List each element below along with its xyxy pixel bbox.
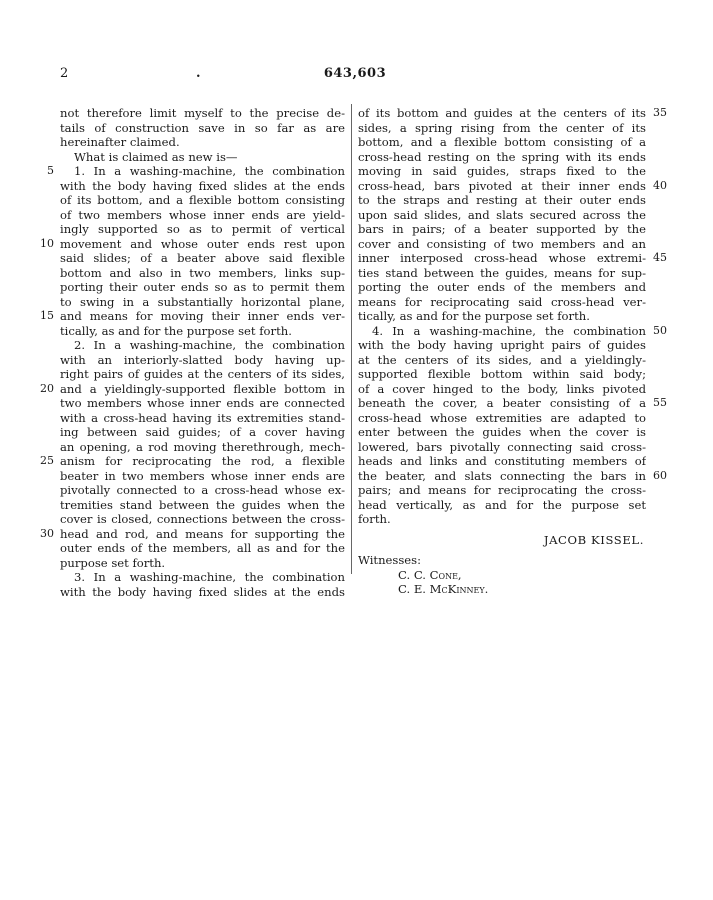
text-line: ties stand between the guides, means for sup- <box>358 265 646 280</box>
text-line: head and rod, and means for supporting the <box>60 526 345 541</box>
line-number-5: 5 <box>47 164 54 177</box>
claim-2-start: 2. In a washing-machine, the combination <box>74 338 345 352</box>
text-line: right pairs of guides at the centers of its sides, <box>60 367 345 381</box>
inventor-signature: JACOB KISSEL. <box>543 532 644 547</box>
text-line: of its bottom, and a flexible bottom consisting <box>60 193 345 207</box>
text-line: tically, as and for the purpose set forth. <box>60 323 292 338</box>
text-line: and a yieldingly-supported flexible bottom in <box>60 381 345 396</box>
text-line: cover and consisting of two members and an <box>358 236 646 251</box>
text-line: to swing in a substantially horizontal plane, <box>60 294 345 309</box>
text-line: ingly supported so as to permit of vertical <box>60 222 345 236</box>
line-number-15: 15 <box>40 309 54 322</box>
text-line: pivotally connected to a cross-head whose ex- <box>60 483 345 497</box>
text-line: supported flexible bottom within said body; <box>358 367 646 381</box>
text-line: said slides; of a beater above said flexible <box>60 251 345 265</box>
text-line: with the body having fixed slides at the ends <box>60 178 345 193</box>
line-number-60: 60 <box>653 468 667 482</box>
line-number-55: 55 <box>653 396 667 409</box>
text-line: two members whose inner ends are connected <box>60 396 345 410</box>
text-line: forth. <box>358 512 391 526</box>
claim-4-start: 4. In a washing-machine, the combination <box>372 323 646 338</box>
text-line: an opening, a rod moving therethrough, mech- <box>60 439 345 454</box>
text-line: of a cover hinged to the body, links pivoted <box>358 381 646 396</box>
text-line: lowered, bars pivotally connecting said cross- <box>358 439 646 454</box>
text-line: outer ends of the members, all as and for the <box>60 541 345 555</box>
text-line: pairs; and means for reciprocating the cross- <box>358 483 646 497</box>
text-line: sides, a spring rising from the center of its <box>358 120 646 135</box>
page-header <box>0 66 713 86</box>
header-dot: . <box>196 66 201 81</box>
text-line: at the centers of its sides, and a yieldingly- <box>358 352 646 367</box>
line-number-25: 25 <box>40 454 54 467</box>
text-line: cross-head whose extremities are adapted to <box>358 410 646 425</box>
text-line: tails of construction save in so far as are <box>60 120 345 135</box>
text-line: bars in pairs; of a beater supported by the <box>358 222 646 236</box>
text-line: ing between said guides; of a cover having <box>60 425 345 439</box>
witness-name: C. C. Cone, <box>398 567 462 582</box>
right-column <box>358 106 646 597</box>
text-line: cover is closed, connections between the cross- <box>60 512 345 526</box>
witness-name: C. E. McKinney. <box>398 582 489 596</box>
line-number-45: 45 <box>653 251 667 264</box>
text-line: upon said slides, and slats secured across the <box>358 207 646 222</box>
claim-1-start: 1. In a washing-machine, the combination <box>74 164 345 178</box>
line-number-35: 35 <box>653 106 667 119</box>
text-line: heads and links and constituting members of <box>358 454 646 468</box>
text-line: tremities stand between the guides when the <box>60 497 345 512</box>
text-line: with an interiorly-slatted body having up- <box>60 352 345 367</box>
text-line: enter between the guides when the cover is <box>358 425 646 439</box>
claims-intro: What is claimed as new is— <box>74 149 238 164</box>
text-line: cross-head resting on the spring with its ends <box>358 149 646 164</box>
text-line: inner interposed cross-head whose extremi- <box>358 251 646 265</box>
witnesses-label: Witnesses: <box>358 553 422 567</box>
text-line: bottom, and a flexible bottom consisting of a <box>358 135 646 149</box>
text-line: beater in two members whose inner ends are <box>60 468 345 483</box>
line-number-40: 40 <box>653 178 667 192</box>
left-column <box>60 106 345 599</box>
text-line: means for reciprocating said cross-head ver- <box>358 294 646 309</box>
claim-3-start: 3. In a washing-machine, the combination <box>74 570 345 584</box>
text-line: of two members whose inner ends are yield- <box>60 207 345 222</box>
text-line: with the body having upright pairs of guides <box>358 338 646 352</box>
text-line: cross-head, bars pivoted at their inner ends <box>358 178 646 193</box>
text-line: head vertically, as and for the purpose set <box>358 497 646 512</box>
text-line: porting the outer ends of the members and <box>358 280 646 294</box>
text-line: not therefore limit myself to the precise de- <box>60 106 345 120</box>
text-line: the beater, and slats connecting the bars in <box>358 468 646 483</box>
text-line: bottom and also in two members, links sup- <box>60 265 345 280</box>
line-number-50: 50 <box>653 323 667 337</box>
page-number: 2 <box>60 66 69 81</box>
line-number-10: 10 <box>40 236 54 250</box>
line-number-20: 20 <box>40 381 54 395</box>
line-number-30: 30 <box>40 526 54 540</box>
text-line: moving in said guides, straps fixed to the <box>358 164 646 178</box>
text-line: hereinafter claimed. <box>60 135 180 149</box>
text-line: anism for reciprocating the rod, a flexible <box>60 454 345 468</box>
text-line: of its bottom and guides at the centers of its <box>358 106 646 120</box>
text-line: with the body having fixed slides at the ends <box>60 584 345 599</box>
patent-number: 643,603 <box>323 66 387 81</box>
text-line: purpose set forth. <box>60 555 166 570</box>
text-line: tically, as and for the purpose set forth. <box>358 309 590 323</box>
text-line: and means for moving their inner ends ver- <box>60 309 345 323</box>
text-line: to the straps and resting at their outer ends <box>358 193 646 207</box>
text-line: movement and whose outer ends rest upon <box>60 236 345 251</box>
text-line: porting their outer ends so as to permit them <box>60 280 345 294</box>
column-divider <box>351 104 352 574</box>
text-line: beneath the cover, a beater consisting of a <box>358 396 646 410</box>
text-line: with a cross-head having its extremities stand- <box>60 410 345 425</box>
